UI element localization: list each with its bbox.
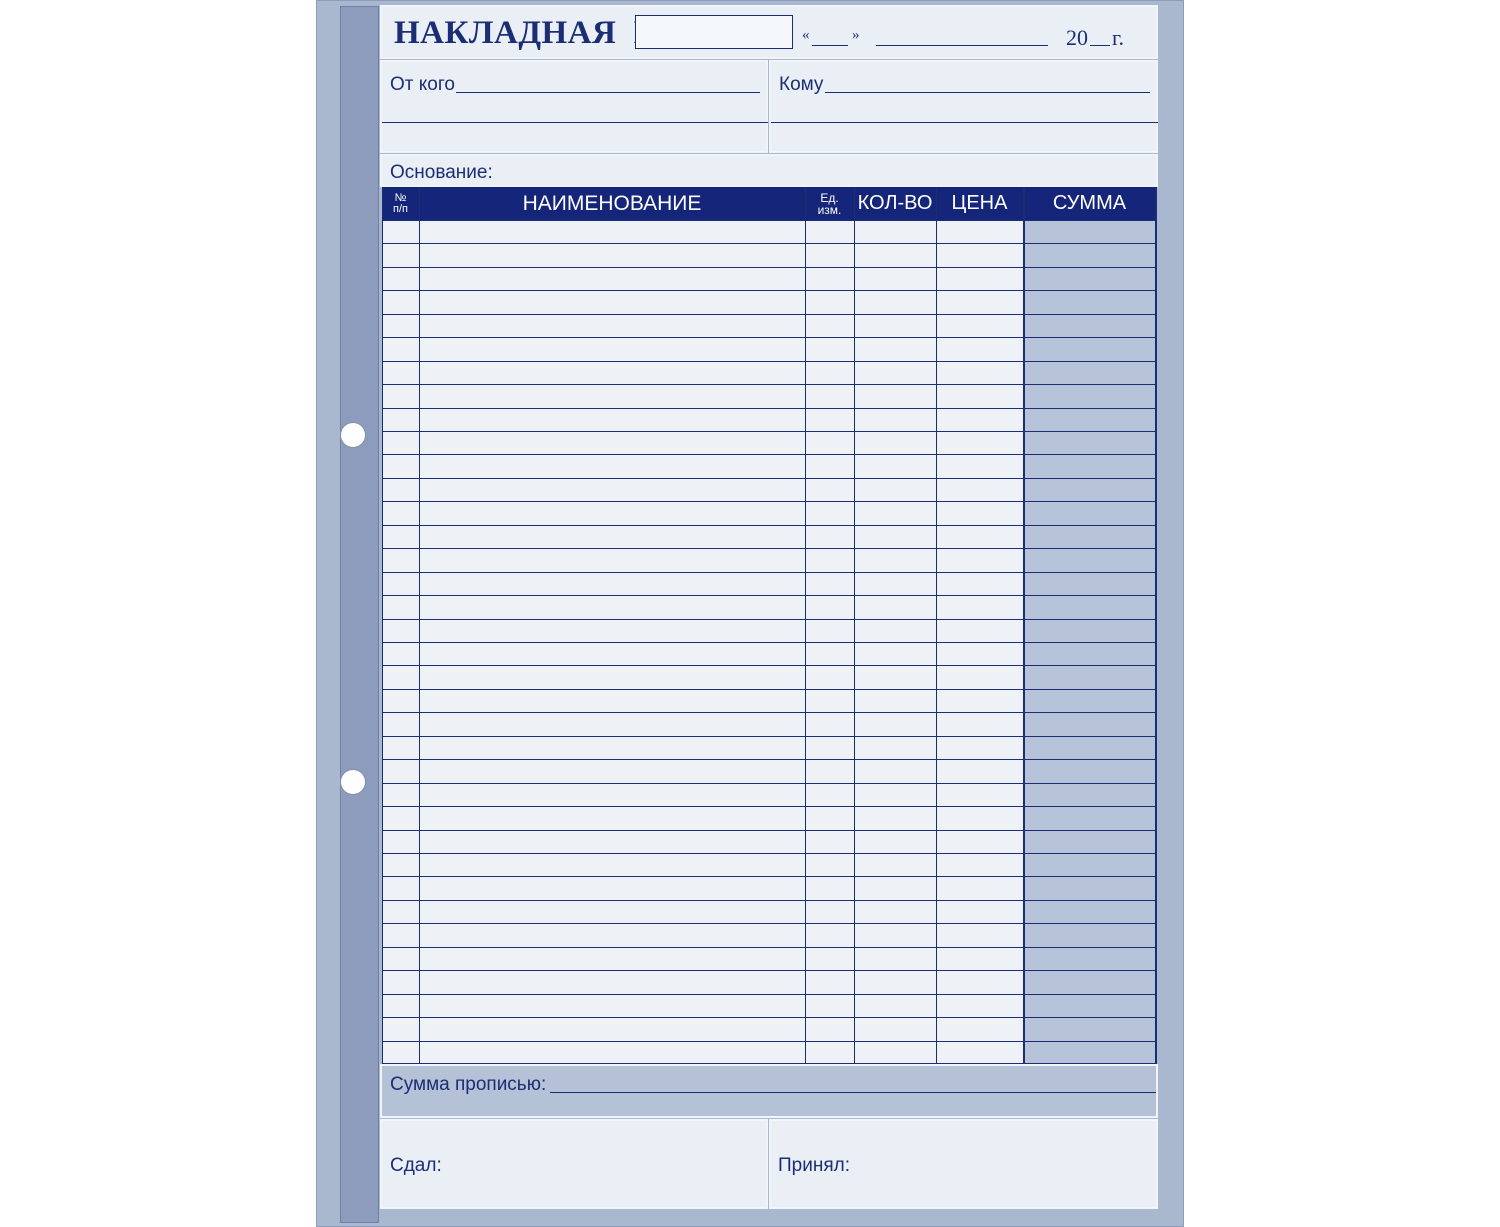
- title-row: [380, 5, 1158, 59]
- table-row-line: [382, 361, 1156, 362]
- table-row-line: [382, 806, 1156, 807]
- table-row-line: [382, 619, 1156, 620]
- table-row-line: [382, 548, 1156, 549]
- year-field[interactable]: [1090, 45, 1110, 46]
- table-row-line: [382, 642, 1156, 643]
- col-header-row-number-line1: №: [394, 191, 407, 204]
- to-field-line-2[interactable]: [771, 122, 1158, 123]
- col-header-unit: [805, 187, 854, 220]
- from-label: От кого: [390, 74, 455, 95]
- basis-label: Основание:: [390, 162, 493, 183]
- col-header-unit-line2: изм.: [817, 202, 842, 217]
- year-suffix: г.: [1112, 25, 1125, 50]
- table-row-line: [382, 431, 1156, 432]
- day-field[interactable]: [812, 45, 848, 46]
- table-row-line: [382, 1017, 1156, 1018]
- binding-strip: [340, 6, 379, 1223]
- items-table: [382, 187, 1156, 1064]
- table-column-line: [854, 187, 855, 1064]
- table-header: [382, 187, 1156, 220]
- table-row-line: [382, 290, 1156, 291]
- table-row-line: [382, 454, 1156, 455]
- table-column-line: [382, 187, 383, 1064]
- table-row-line: [382, 900, 1156, 901]
- table-row-line: [382, 501, 1156, 502]
- table-row-line: [382, 572, 1156, 573]
- col-header-sum-text: СУММА: [1052, 192, 1127, 214]
- sum-in-words-field[interactable]: [550, 1092, 1156, 1093]
- table-row-line: [382, 665, 1156, 666]
- table-column-line: [805, 187, 806, 1064]
- to-section: [769, 60, 1158, 153]
- from-field[interactable]: [456, 92, 760, 93]
- received-section: [769, 1119, 1158, 1209]
- table-row-line: [382, 876, 1156, 877]
- table-column-line: [1155, 187, 1157, 1064]
- handed-label: Сдал:: [390, 1155, 442, 1176]
- table-row-line: [382, 478, 1156, 479]
- received-label: Принял:: [778, 1155, 850, 1176]
- table-row-line: [382, 970, 1156, 971]
- punch-hole-icon: [340, 422, 366, 448]
- year-prefix: 20: [1066, 25, 1088, 50]
- day-quote-close: »: [852, 27, 860, 43]
- table-row-line: [382, 314, 1156, 315]
- col-header-row-number-line2: п/п: [393, 202, 408, 215]
- sum-in-words-section: [380, 1064, 1158, 1118]
- sum-in-words-label: Сумма прописью:: [390, 1074, 547, 1095]
- table-row-line: [382, 220, 1156, 221]
- from-section: [380, 60, 768, 153]
- to-field[interactable]: [825, 92, 1150, 93]
- table-row-line: [382, 595, 1156, 596]
- basis-section: [380, 154, 1158, 187]
- table-row-line: [382, 853, 1156, 854]
- table-row-line: [382, 712, 1156, 713]
- table-row-line: [382, 1041, 1156, 1042]
- table-row-line: [382, 923, 1156, 924]
- month-field[interactable]: [876, 45, 1048, 46]
- col-header-quantity-text: КОЛ-ВО: [857, 192, 933, 214]
- table-column-line: [1023, 187, 1025, 1064]
- table-row-line: [382, 408, 1156, 409]
- col-header-price: [936, 187, 1023, 220]
- table-row-line: [382, 337, 1156, 338]
- col-header-name: [419, 187, 805, 220]
- table-column-line: [419, 187, 420, 1064]
- table-row-line: [382, 689, 1156, 690]
- col-header-unit-line1: Ед.: [820, 190, 839, 205]
- table-row-line: [382, 736, 1156, 737]
- table-row-line: [382, 830, 1156, 831]
- table-row-line: [382, 525, 1156, 526]
- table-row-line: [382, 994, 1156, 995]
- table-row-line: [382, 243, 1156, 244]
- col-header-name-text: НАИМЕНОВАНИЕ: [522, 191, 702, 215]
- punch-hole-icon: [340, 769, 366, 795]
- invoice-number-field[interactable]: [635, 15, 793, 49]
- table-column-line: [936, 187, 937, 1064]
- day-quote-open: «: [802, 27, 810, 43]
- table-row-line: [382, 384, 1156, 385]
- to-label: Кому: [779, 74, 824, 95]
- table-row-line: [382, 759, 1156, 760]
- from-field-line-2[interactable]: [382, 122, 768, 123]
- form-title-text: НАКЛАДНАЯ: [394, 15, 617, 51]
- form-title: [394, 15, 668, 52]
- col-header-quantity: [854, 187, 936, 220]
- table-row-line: [382, 783, 1156, 784]
- handed-section: [380, 1119, 768, 1209]
- col-header-sum: [1023, 187, 1156, 220]
- table-row-line: [382, 947, 1156, 948]
- table-row-line: [382, 267, 1156, 268]
- col-header-row-number: [382, 187, 419, 220]
- col-header-price-text: ЦЕНА: [951, 192, 1008, 214]
